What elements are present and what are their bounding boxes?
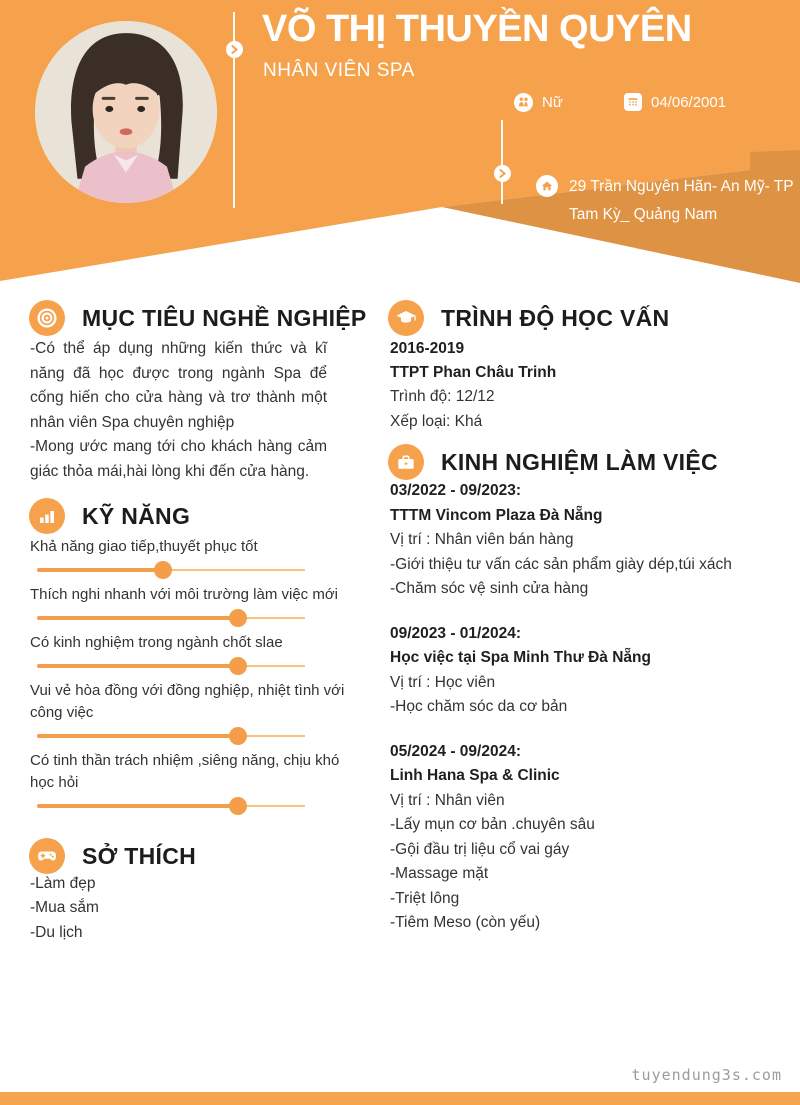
footer-bar	[0, 1092, 800, 1105]
watermark: tuyendung3s.com	[631, 1066, 782, 1084]
address-field	[536, 173, 794, 229]
job-company: Linh Hana Spa & Clinic	[390, 767, 560, 784]
job-company: TTTM Vincom Plaza Đà Nẵng	[390, 506, 603, 524]
section-title: KỸ NĂNG	[82, 502, 191, 529]
experience-block	[390, 479, 732, 936]
home-icon	[536, 175, 558, 197]
job-line: -Massage mặt	[390, 865, 489, 882]
section-title: SỞ THÍCH	[82, 842, 197, 869]
address-text	[569, 173, 794, 229]
skill-item	[30, 680, 370, 744]
education-block	[390, 337, 556, 434]
skill-item	[30, 536, 370, 578]
job-line: -Triệt lông	[390, 889, 460, 907]
job-line: -Lấy mụn cơ bản .chuyên sâu	[390, 816, 595, 833]
slider-fill	[37, 616, 238, 620]
candidate-name: VÕ THỊ THUYỀN QUYÊN	[262, 8, 692, 50]
job-entry	[390, 622, 732, 720]
skill-slider	[37, 798, 305, 814]
gamepad-icon	[29, 838, 65, 874]
chevron-right-icon	[494, 165, 511, 182]
slider-knob[interactable]	[229, 657, 247, 675]
calendar-icon	[624, 93, 642, 111]
slider-fill	[37, 804, 238, 808]
hobby-item: -Làm đẹp	[30, 875, 96, 892]
job-line: -Tiêm Meso (còn yếu)	[390, 914, 541, 931]
bar-chart-icon	[29, 498, 65, 534]
job-line: -Chăm sóc vệ sinh cửa hàng	[390, 580, 589, 597]
education-grade: Xếp loại: Khá	[390, 412, 483, 430]
job-period: 03/2022 - 09/2023:	[390, 482, 521, 499]
section-title: MỤC TIÊU NGHỀ NGHIỆP	[82, 304, 367, 331]
education-period: 2016-2019	[390, 340, 465, 357]
job-line: -Giới thiệu tư vấn các sản phẩm giày dép,túi xách	[390, 555, 732, 573]
objective-text	[30, 337, 327, 484]
section-experience-header	[388, 444, 718, 480]
job-entry	[390, 740, 732, 936]
target-icon	[29, 300, 65, 336]
skill-label: Thích nghi nhanh với môi trường làm việc mới	[30, 586, 338, 603]
skill-slider	[37, 610, 305, 626]
skill-slider	[37, 728, 305, 744]
hobby-item: -Du lịch	[30, 923, 83, 941]
slider-knob[interactable]	[229, 727, 247, 745]
job-line: Vị trí : Nhân viên	[390, 791, 505, 809]
skill-item	[30, 750, 370, 814]
slider-fill	[37, 734, 238, 738]
skill-slider	[37, 658, 305, 674]
job-period: 05/2024 - 09/2024:	[390, 742, 521, 760]
education-level: Trình độ: 12/12	[390, 388, 495, 406]
skill-label: Vui vẻ hòa đồng với đồng nghiệp, nhiệt tình với công việc	[30, 682, 345, 721]
briefcase-icon	[388, 444, 424, 480]
job-line: Vị trí : Nhân viên bán hàng	[390, 531, 574, 548]
candidate-job-title: NHÂN VIÊN SPA	[263, 60, 415, 81]
dob-value: 04/06/2001	[651, 93, 727, 111]
hobbies-list	[30, 872, 99, 945]
gender-field	[514, 93, 563, 112]
skill-label: Có kinh nghiệm trong ngành chốt slae	[30, 634, 283, 651]
slider-knob[interactable]	[154, 561, 172, 579]
skill-label: Có tinh thần trách nhiệm ,siêng năng, chịu khó học hỏi	[30, 752, 340, 791]
slider-fill	[37, 568, 163, 572]
job-entry	[390, 479, 732, 602]
dob-field	[624, 93, 726, 111]
skill-slider	[37, 562, 305, 578]
objective-paragraph-2: -Mong ước mang tới cho khách hàng cảm giác thỏa mái,hài lòng khi đến cửa hàng.	[30, 438, 327, 480]
section-objective-header	[29, 300, 367, 336]
slider-fill	[37, 664, 238, 668]
gender-icon	[514, 93, 533, 112]
job-period: 09/2023 - 01/2024:	[390, 624, 521, 642]
job-company: Học việc tại Spa Minh Thư Đà Nẵng	[390, 649, 651, 666]
job-line: Vị trí : Học viên	[390, 673, 496, 691]
avatar	[35, 21, 217, 203]
section-hobbies-header	[29, 838, 196, 874]
chevron-right-icon	[226, 41, 243, 58]
job-line: -Học chăm sóc da cơ bản	[390, 698, 568, 715]
section-title: KINH NGHIỆM LÀM VIỆC	[441, 448, 718, 475]
section-title: TRÌNH ĐỘ HỌC VẤN	[441, 304, 670, 331]
section-education-header	[388, 300, 669, 336]
gender-value: Nữ	[542, 94, 563, 111]
education-school: TTPT Phan Châu Trinh	[390, 364, 557, 382]
job-line: -Gội đầu trị liệu cổ vai gáy	[390, 840, 570, 858]
graduation-cap-icon	[388, 300, 424, 336]
address-line-2: Tam Kỳ_ Quảng Nam	[569, 206, 718, 223]
skill-item	[30, 584, 370, 626]
section-skills-header	[29, 498, 190, 534]
slider-knob[interactable]	[229, 609, 247, 627]
skill-item	[30, 632, 370, 674]
address-line-1: 29 Trần Nguyên Hãn- An Mỹ- TP	[569, 178, 794, 195]
slider-knob[interactable]	[229, 797, 247, 815]
objective-paragraph-1: -Có thể áp dụng những kiến thức và kĩ năng đã học được trong ngành Spa để cống hiến cho cửa hàng và trơ thành một nhân viên Spa chuyên nghiệp	[30, 340, 327, 431]
skills-list	[30, 536, 370, 820]
skill-label: Khả năng giao tiếp,thuyết phục tốt	[30, 538, 258, 555]
hobby-item: -Mua sắm	[30, 899, 99, 917]
header-divider-line-2	[501, 120, 503, 204]
avatar-portrait-illustration	[35, 21, 217, 203]
